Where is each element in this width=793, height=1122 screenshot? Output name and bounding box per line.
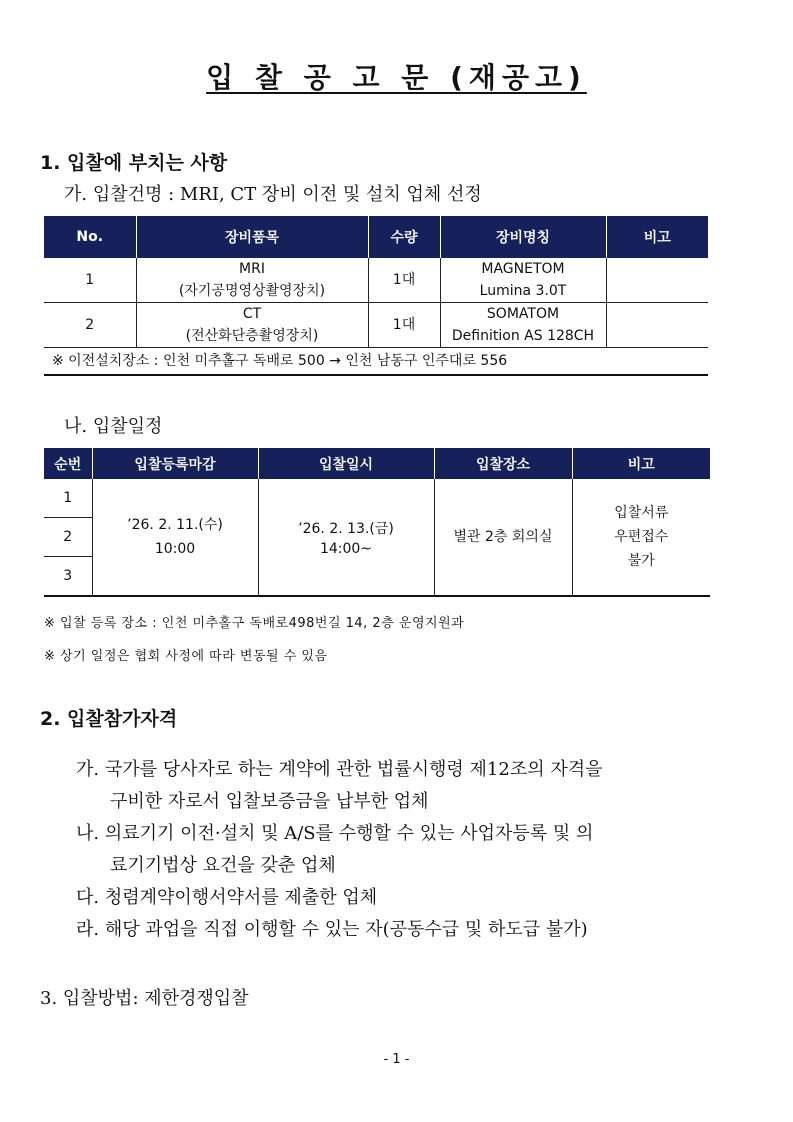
cell-name <box>440 258 606 303</box>
cell-deadline <box>92 479 258 596</box>
section3-heading: 3. 입찰방법: 제한경쟁입찰 <box>40 988 249 1009</box>
col-header-datetime: 입찰일시 <box>258 448 434 479</box>
install-location-note: ※ 이전설치장소 : 인천 미추홀구 독배로 500 → 인천 남동구 인주대로 556 <box>44 348 708 376</box>
schedule-table <box>44 448 710 597</box>
schedule-change-note: ※ 상기 일정은 협회 사정에 따라 변동될 수 있음 <box>44 649 328 664</box>
qualification-line: 가. 국가를 당사자로 하는 계약에 관한 법률시행령 제12조의 자격을 <box>76 759 603 780</box>
registration-place-note: ※ 입찰 등록 장소 : 인천 미추홀구 독배로498번길 14, 2층 운영지원과 <box>44 616 465 631</box>
col-header-qty: 수량 <box>368 216 440 258</box>
col-header-no: No. <box>44 216 136 258</box>
qualification-item <box>76 754 603 818</box>
table-row <box>44 479 710 518</box>
deadline-date: ’26. 2. 11.(수) <box>127 517 223 533</box>
col-header-seq: 순번 <box>44 448 92 479</box>
cell-no: 1 <box>44 258 136 303</box>
bid-date: ’26. 2. 13.(금) <box>298 521 394 537</box>
cell-no: 2 <box>44 303 136 348</box>
schedule-subheading: 나. 입찰일정 <box>64 416 163 437</box>
bid-name-line: 가. 입찰건명 : MRI, CT 장비 이전 및 설치 업체 선정 <box>64 184 482 205</box>
table-row <box>44 303 708 348</box>
cell-note <box>606 303 708 348</box>
name-line1: SOMATOM <box>486 306 560 322</box>
item-line1: MRI <box>239 261 265 277</box>
page-number: - 1 - <box>383 1052 410 1067</box>
equipment-table <box>44 216 708 376</box>
col-header-deadline: 입찰등록마감 <box>92 448 258 479</box>
cell-item <box>136 303 368 348</box>
item-line2: (자기공명영상촬영장치) <box>178 283 326 299</box>
cell-remark: 입찰서류 우편접수 불가 <box>572 479 710 596</box>
qualification-item <box>76 818 593 882</box>
qualification-item <box>76 882 377 914</box>
cell-note <box>606 258 708 303</box>
qualification-line: 료기기법상 요건을 갖춘 업체 <box>110 855 336 876</box>
document-title-text: 입 찰 공 고 문 (재공고) <box>206 61 587 94</box>
cell-qty: 1대 <box>368 258 440 303</box>
name-line2: Definition AS 128CH <box>451 328 595 344</box>
item-line2: (전산화단층촬영장치) <box>185 328 319 344</box>
col-header-item: 장비품목 <box>136 216 368 258</box>
cell-seq: 3 <box>44 557 92 597</box>
cell-seq: 1 <box>44 479 92 518</box>
cell-place: 별관 2층 회의실 <box>434 479 572 596</box>
item-line1: CT <box>242 306 262 322</box>
deadline-time: 10:00 <box>154 541 196 557</box>
cell-seq: 2 <box>44 518 92 557</box>
bid-time: 14:00~ <box>319 541 373 557</box>
qualification-line: 나. 의료기기 이전·설치 및 A/S를 수행할 수 있는 사업자등록 및 의 <box>76 823 594 844</box>
name-line2: Lumina 3.0T <box>479 283 567 299</box>
qualification-line: 다. 청렴계약이행서약서를 제출한 업체 <box>76 887 378 908</box>
section2-heading: 2. 입찰참가자격 <box>40 708 178 730</box>
name-line1: MAGNETOM <box>481 261 565 277</box>
cell-name <box>440 303 606 348</box>
cell-qty: 1대 <box>368 303 440 348</box>
col-header-remark: 비고 <box>572 448 710 479</box>
col-header-place: 입찰장소 <box>434 448 572 479</box>
qualification-line: 라. 해당 과업을 직접 이행할 수 있는 자(공동수급 및 하도급 불가) <box>76 919 588 940</box>
qualification-item <box>76 914 588 946</box>
table-row <box>44 258 708 303</box>
cell-datetime <box>258 479 434 596</box>
document-title <box>0 56 793 96</box>
col-header-note: 비고 <box>606 216 708 258</box>
qualification-line: 구비한 자로서 입찰보증금을 납부한 업체 <box>110 791 429 812</box>
section1-heading: 1. 입찰에 부치는 사항 <box>40 152 228 174</box>
cell-item <box>136 258 368 303</box>
col-header-name: 장비명칭 <box>440 216 606 258</box>
